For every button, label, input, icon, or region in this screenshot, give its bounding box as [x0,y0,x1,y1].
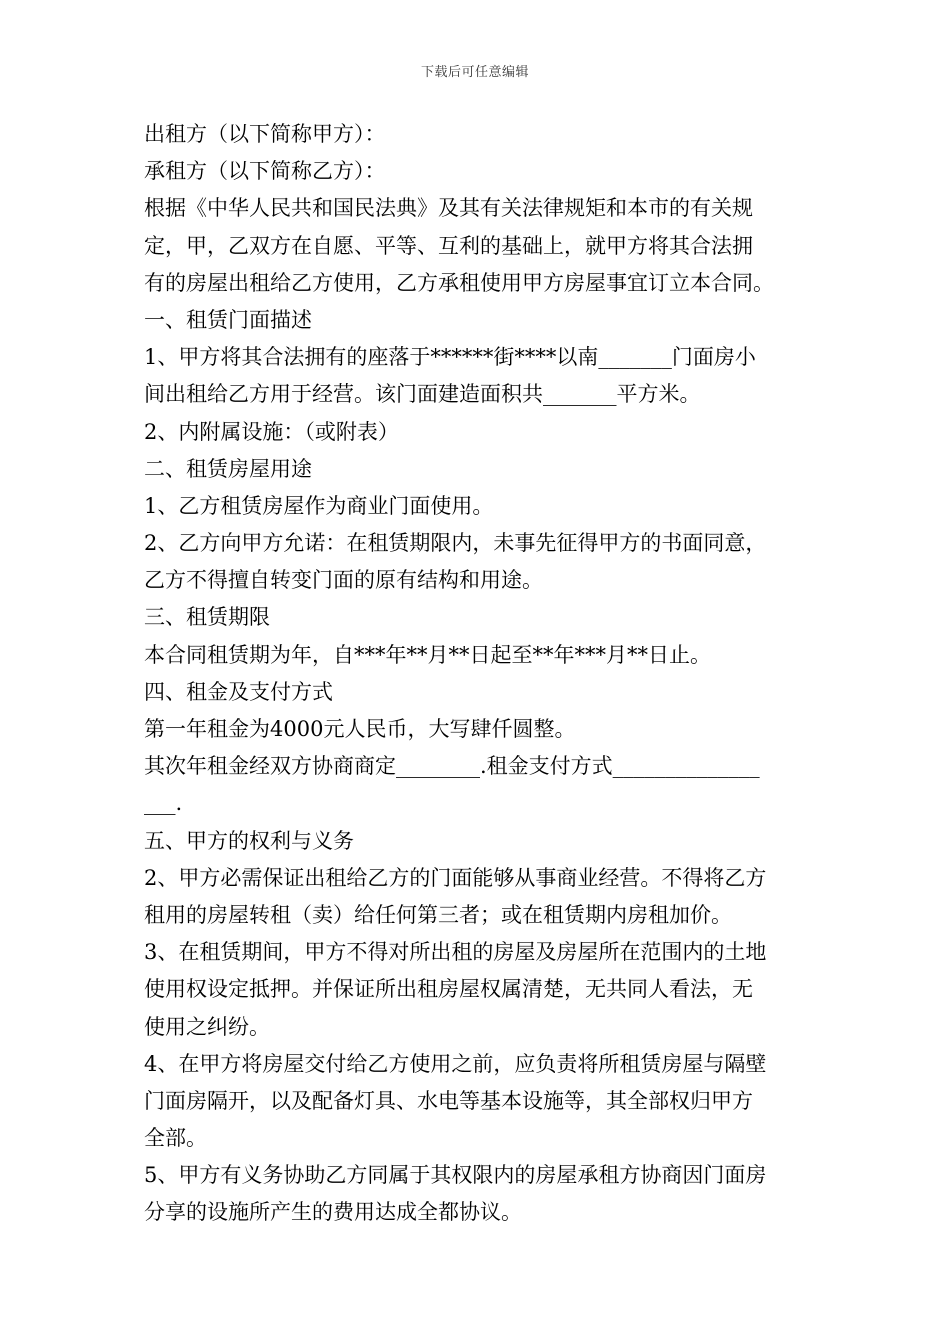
doc-line: 2、乙方向甲方允诺：在租赁期限内，未事先征得甲方的书面同意， [144,531,767,556]
doc-line: 1、甲方将其合法拥有的座落于******街****以南_______门面房小 [144,345,756,370]
page-header: 下载后可任意编辑 [420,65,529,80]
doc-line: 租用的房屋转租（卖）给任何第三者；或在租赁期内房租加价。 [144,902,732,927]
doc-line: 3、在租赁期间，甲方不得对所出租的房屋及房屋所在范围内的土地 [144,940,767,965]
section-heading: 二、租赁房屋用途 [144,456,312,481]
doc-line: 5、甲方有义务协助乙方同属于其权限内的房屋承租方协商因门面房 [144,1163,767,1188]
doc-line: 承租方（以下简称乙方）： [144,159,386,184]
section-heading: 三、租赁期限 [144,605,270,630]
section-heading: 四、租金及支付方式 [144,679,333,704]
doc-line: 门面房隔开，以及配备灯具、水电等基本设施等，其全部权归甲方 [144,1088,753,1113]
doc-line: 出租方（以下简称甲方）： [144,122,386,146]
doc-line: ___. [144,791,183,816]
doc-line: 使用之纠纷。 [144,1014,270,1039]
doc-line: 分享的设施所产生的费用达成全都协议。 [144,1200,522,1225]
doc-line: 1、乙方租赁房屋作为商业门面使用。 [144,493,494,518]
doc-line: 全部。 [144,1126,207,1151]
doc-line: 其次年租金经双方协商商定________.租金支付方式______________ [144,754,760,779]
doc-line: 定，甲，乙双方在自愿、平等、互利的基础上，就甲方将其合法拥 [144,233,753,258]
doc-line: 2、内附属设施：（或附表） [144,419,399,444]
doc-line: 间出租给乙方用于经营。该门面建造面积共_______平方米。 [144,382,701,407]
doc-line: 乙方不得擅自转变门面的原有结构和用途。 [144,568,543,593]
doc-line: 2、甲方必需保证出租给乙方的门面能够从事商业经营。不得将乙方 [144,865,767,890]
doc-line: 第一年租金为4000元人民币，大写肆仟圆整。 [144,717,576,741]
doc-line: 根据《中华人民共和国民法典》及其有关法律规矩和本市的有关规 [144,196,753,221]
doc-line: 本合同租赁期为年，自***年**月**日起至**年***月**日止。 [144,642,711,667]
doc-line: 有的房屋出租给乙方使用，乙方承租使用甲方房屋事宜订立本合同。 [144,270,774,295]
contract-body [144,116,808,1232]
doc-line: 4、在甲方将房屋交付给乙方使用之前，应负责将所租赁房屋与隔壁 [144,1051,767,1076]
doc-line: 使用权设定抵押。并保证所出租房屋权属清楚，无共同人看法，无 [144,977,753,1002]
section-heading: 一、租赁门面描述 [144,307,312,332]
section-heading: 五、甲方的权利与义务 [144,828,354,853]
